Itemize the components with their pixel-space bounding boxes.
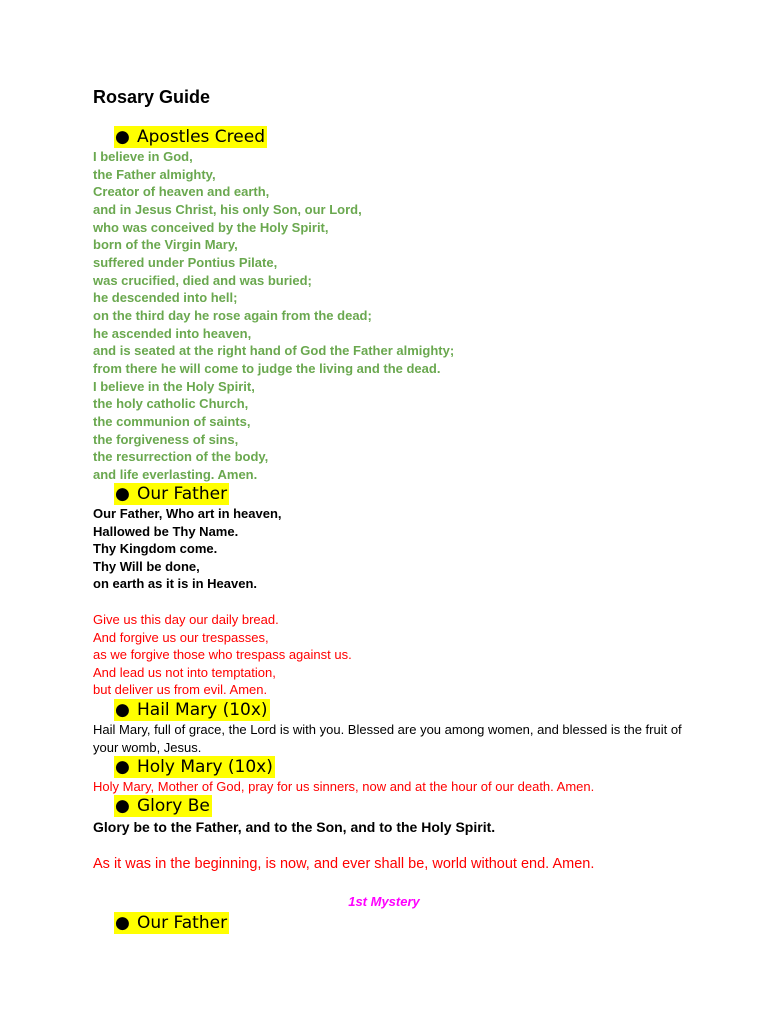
creed-line: he ascended into heaven, [93, 325, 252, 341]
creed-line: from there he will come to judge the living and the dead. [93, 360, 441, 376]
heading-our-father-repeat [114, 912, 229, 934]
creed-line: the holy catholic Church, [93, 396, 249, 412]
creed-line: born of the Virgin Mary, [93, 237, 238, 253]
prayer-line: Hallowed be Thy Name. [93, 523, 239, 539]
prayer-line: on earth as it is in Heaven. [93, 576, 257, 592]
creed-line: the resurrection of the body, [93, 449, 269, 465]
heading-label: Holy Mary (10x) [137, 757, 273, 777]
prayer-line: And lead us not into temptation, [93, 664, 276, 680]
prayer-line: as we forgive those who trespass against us. [93, 647, 352, 663]
heading-label: Hail Mary (10x) [137, 700, 268, 720]
creed-line: he descended into hell; [93, 290, 238, 306]
creed-line: Creator of heaven and earth, [93, 184, 270, 200]
bullet-icon: ● [115, 127, 130, 147]
apostles-creed-text [93, 148, 454, 483]
creed-line: on the third day he rose again from the dead; [93, 307, 372, 323]
heading-glory-be [114, 795, 212, 817]
bullet-icon: ● [115, 700, 130, 720]
prayer-line: Thy Kingdom come. [93, 541, 218, 557]
creed-line: and is seated at the right hand of God the Father almighty; [93, 343, 455, 359]
mystery-label: 1st Mystery [348, 894, 420, 909]
creed-line: suffered under Pontius Pilate, [93, 254, 278, 270]
bullet-icon: ● [115, 913, 130, 933]
creed-line: and life everlasting. Amen. [93, 466, 258, 482]
creed-line: and in Jesus Christ, his only Son, our Lord, [93, 201, 362, 217]
heading-our-father [114, 483, 229, 505]
our-father-part-1 [93, 505, 282, 593]
heading-holy-mary [114, 756, 275, 778]
prayer-line: but deliver us from evil. Amen. [93, 682, 268, 698]
creed-line: was crucified, died and was buried; [93, 272, 312, 288]
creed-line: the communion of saints, [93, 413, 251, 429]
prayer-line: And forgive us our trespasses, [93, 629, 269, 645]
prayer-line: Our Father, Who art in heaven, [93, 506, 282, 521]
glory-be-line-1: Glory be to the Father, and to the Son, and to the Holy Spirit. [93, 819, 496, 835]
creed-line: the Father almighty, [93, 166, 216, 182]
prayer-line: Thy Will be done, [93, 558, 200, 574]
heading-apostles-creed [114, 126, 267, 148]
bullet-icon: ● [115, 484, 130, 504]
heading-label: Glory Be [137, 796, 210, 816]
hail-mary-text: Hail Mary, full of grace, the Lord is with you. Blessed are you among women, and blessed is the fruit of your womb, Jesus. [93, 722, 682, 755]
document-title: Rosary Guide [93, 87, 211, 107]
our-father-part-2 [93, 611, 352, 699]
heading-hail-mary [114, 699, 270, 721]
prayer-line: Give us this day our daily bread. [93, 612, 279, 627]
heading-label: Apostles Creed [137, 127, 265, 147]
heading-label: Our Father [137, 484, 228, 504]
holy-mary-text: Holy Mary, Mother of God, pray for us sinners, now and at the hour of our death. Amen. [93, 779, 595, 794]
glory-be-line-2: As it was in the beginning, is now, and ever shall be, world without end. Amen. [93, 856, 595, 872]
bullet-icon: ● [115, 796, 130, 816]
heading-label: Our Father [137, 913, 228, 933]
creed-line: I believe in God, [93, 149, 193, 164]
creed-line: the forgiveness of sins, [93, 431, 239, 447]
bullet-icon: ● [115, 757, 130, 777]
creed-line: I believe in the Holy Spirit, [93, 378, 255, 394]
creed-line: who was conceived by the Holy Spirit, [93, 219, 329, 235]
